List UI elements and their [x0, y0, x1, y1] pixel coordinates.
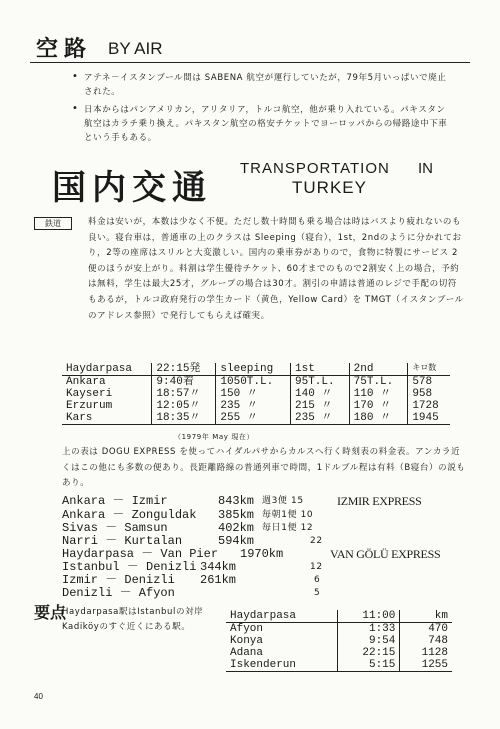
route-note: 6	[314, 575, 321, 585]
table-cell: Kars	[62, 412, 152, 425]
timetable-header-cell: 11:00	[337, 610, 400, 623]
route-name: Izmir － Denizli	[62, 573, 175, 587]
timetable-header-cell: km	[400, 610, 452, 623]
table-row	[62, 376, 450, 389]
table-cell: Iskenderun	[226, 659, 337, 672]
table-row	[226, 647, 452, 659]
table-cell: 470	[428, 623, 448, 635]
route-km: 261km	[200, 573, 237, 587]
table-row	[62, 412, 450, 425]
page-number: 40	[34, 692, 43, 701]
route-note: 毎日1便 12	[262, 523, 314, 533]
route-note: 12	[310, 562, 323, 572]
route-name: Haydarpasa － Van Pier	[62, 547, 219, 561]
air-bullet	[72, 103, 454, 145]
timetable-header-cell: 1st	[291, 363, 350, 376]
section-title-ja: 空路	[36, 37, 93, 62]
table-cell: 215 〃	[291, 400, 350, 412]
rail-paragraph: 料金は安いが，本数は少なく不便。ただし数十時間も乗る場合は時はバスより疲れないのも良い。寝台車は，普通車の上のクラスは Sleeping（寝台），1st，2ndのように分かれており，2等の座席はスリルと大変激しい。国内の乗車券がありので，食物に特製にサービス 2 便のほうが安上がり。料割は学生優待チケット、60才までのもので2割安く上の場合，予約は無料，学生は最大25才，グループの場合は30才。割引の申請は普通のレジで手配の切符もあるが，トルコ政府発行の学生カード（黄色，Yellow Card）を TMGT（イスタンブールのアドレス参照）で発行してもらえば確実。	[88, 217, 464, 321]
bullet-icon: •	[72, 71, 79, 82]
note-icon: 要点	[34, 603, 67, 622]
route-name: Sivas － Samsun	[62, 521, 168, 535]
table-cell: 235 〃	[291, 412, 350, 425]
route-note: 22	[310, 536, 323, 546]
route-km: 344km	[200, 560, 237, 574]
table-cell: 748	[428, 635, 448, 647]
timetable-header-cell: Haydarpasa	[226, 610, 337, 623]
route-name: Ankara － Izmir	[62, 494, 168, 508]
table-cell: Afyon	[226, 623, 337, 636]
table-row	[226, 659, 452, 672]
timetable-header	[226, 610, 452, 623]
route-km: 385km	[218, 508, 255, 522]
table-row	[226, 635, 452, 647]
timetable-header-cell: 2nd	[349, 363, 408, 376]
rail-timetable	[62, 363, 450, 425]
timetable-header	[62, 363, 450, 376]
table-cell: 235 〃	[216, 400, 291, 412]
table-cell: 22:15	[337, 647, 400, 659]
rail-tag: 鉄道	[34, 217, 72, 230]
table-cell: 18:35〃	[152, 412, 216, 425]
route-note: 週3便 15	[262, 496, 304, 506]
route-km: 594km	[218, 534, 255, 548]
route-km: 402km	[218, 521, 255, 535]
table-cell: 140 〃	[291, 388, 350, 400]
route-km: 1970km	[240, 547, 284, 561]
route-name: Denizli － Afyon	[62, 586, 175, 600]
domestic-title-en-2: IN	[418, 160, 433, 177]
route-note: 毎朝1便 10	[262, 510, 314, 520]
air-bullet	[72, 71, 454, 99]
table-cell: 9:54	[337, 635, 400, 647]
timetable-header-cell: Haydarpasa	[62, 363, 152, 376]
table-cell: 1050T.L.	[216, 376, 291, 389]
domestic-title-en-1: TRANSPORTATION	[240, 160, 390, 177]
timetable-header-cell: sleeping	[216, 363, 291, 376]
rail-timetable-2	[226, 610, 452, 672]
table-cell: Adana	[226, 647, 337, 659]
timetable-header-cell: キロ数	[408, 363, 450, 376]
table-row	[226, 623, 452, 636]
section-title-en: BY AIR	[108, 39, 163, 58]
table-row	[62, 388, 450, 400]
route-name: Istanbul － Denizli	[62, 560, 197, 574]
table-cell: 18:57〃	[152, 388, 216, 400]
table-cell: 95T.L.	[291, 376, 350, 389]
header-rule	[30, 62, 470, 63]
table-cell: 1945	[408, 412, 450, 425]
route-express: VAN GÖLÜ EXPRESS	[330, 547, 441, 561]
table-cell: Erzurum	[62, 400, 152, 412]
route-name: Narri － Kurtalan	[62, 534, 183, 548]
domestic-title-ja: 国内交通	[52, 168, 212, 208]
table-cell: Ankara	[62, 376, 152, 389]
route-note: 5	[314, 588, 321, 598]
timetable-header-cell: 22:15発	[152, 363, 216, 376]
air-bullet-text: 日本からはパンアメリカン，アリタリア，トルコ航空，他が乗り入れている。パキスタン航空はカラチ乗り換え。パキスタン航空の格安チケットでヨーロッパからの帰路途中下車という手もある。	[84, 105, 448, 143]
table-cell: 75T.L.	[349, 376, 408, 389]
domestic-title-en-3: TURKEY	[292, 178, 367, 197]
route-km: 843km	[218, 494, 255, 508]
route-express: IZMIR EXPRESS	[337, 494, 422, 508]
table-cell: 110 〃	[349, 388, 408, 400]
table-cell: 1:33	[337, 623, 400, 636]
table-cell: 170 〃	[349, 400, 408, 412]
table-cell: 958	[412, 388, 433, 400]
table-cell: 1255	[400, 659, 452, 672]
table-cell: 1128	[421, 647, 448, 659]
table-cell: Kayseri	[62, 388, 152, 400]
table-cell: 9:40着	[152, 376, 216, 389]
timetable-paragraph: 上の表は DOGU EXPRESS を使ってハイダルパサからカルスへ行く時刻表の料金表。アンカラ近くはこの他にも多数の便あり。長距離路線の普通列車で時間，1ドルブル程は有料（B寝台）の説もあり。	[62, 447, 466, 489]
table-cell: 1728	[412, 400, 439, 412]
bullet-icon: •	[72, 103, 79, 114]
table-cell: 150 〃	[216, 388, 291, 400]
route-name: Ankara － Zonguldak	[62, 508, 197, 522]
table-note: （1979年 May 現在）	[174, 433, 255, 441]
table-cell: 12:05〃	[152, 400, 216, 412]
table-cell: 180 〃	[349, 412, 408, 425]
table-row	[62, 400, 450, 412]
air-bullet-text: アテネ－イスタンブール間は SABENA 航空が運行していたが，79年5月いっぱいで廃止された。	[84, 73, 447, 97]
table-cell: Konya	[226, 635, 337, 647]
table-cell: 578	[412, 376, 433, 388]
table-cell: 5:15	[337, 659, 400, 672]
note-text: Haydarpasa駅はIstanbulの対岸 Kadiköyのすぐ近くにある駅。	[62, 607, 204, 632]
table-cell: 255 〃	[216, 412, 291, 425]
